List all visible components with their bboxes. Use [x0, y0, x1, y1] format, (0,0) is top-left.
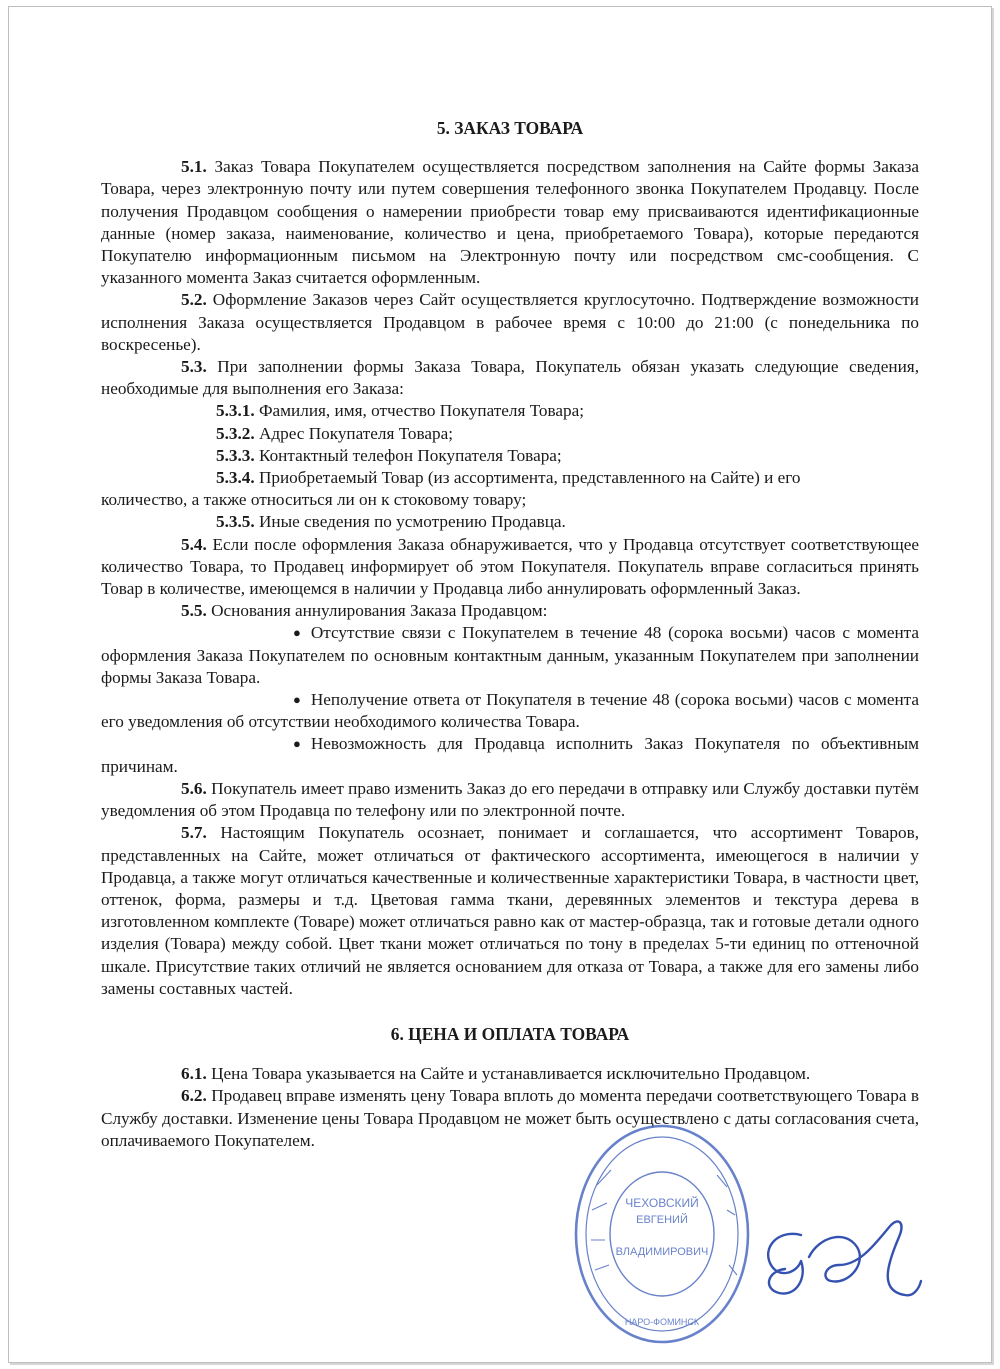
clause-5-7	[101, 822, 919, 1000]
clause-text: Основания аннулирования Заказа Продавцом:	[206, 601, 548, 621]
clause-5-2	[101, 289, 919, 356]
bullet-item	[101, 689, 919, 733]
stamp-name-line-1: ЧЕХОВСКИЙ	[625, 1196, 699, 1210]
clause-number: 5.7.	[181, 823, 207, 843]
clause-5-3-5	[101, 511, 919, 533]
bullet-text: Неполучение ответа от Покупателя в течение 48 (сорока восьми) часов с момента его уведомления об отсутствии необходимого количества Товара.	[101, 690, 919, 732]
document-body	[101, 117, 919, 1152]
clause-text: Иные сведения по усмотрению Продавца.	[254, 512, 566, 532]
section-5-heading: 5. ЗАКАЗ ТОВАРА	[436, 118, 584, 138]
clause-text: Продавец вправе изменять цену Товара вплоть до момента передачи соответствующего Товара в Службу доставки. Изменение цены Товара Продавцом не может быть осуществлено с даты согласования счета, оплачиваемого Покупателем.	[101, 1086, 919, 1150]
clause-5-6	[101, 778, 919, 822]
clause-number: 5.2.	[181, 290, 207, 310]
clause-text: Заказ Товара Покупателем осуществляется посредством заполнения на Сайте формы Заказа Товара, через электронную почту или путем совершения телефонного звонка Покупателем Продавцу. После получения Продавцом сообщения о намерении приобрести товар ему присваиваются идентификационные данные (номер заказа, наименование, количество и цена, приобретаемого Товара), которые передаются Покупателю информационным письмом на Электронную почту или посредством смс-сообщения. С указанного момента Заказ считается оформленным.	[101, 157, 919, 288]
stamp-city: НАРО-ФОМИНСК	[624, 1317, 700, 1327]
clause-number: 5.5.	[181, 601, 207, 621]
clause-text: Покупатель имеет право изменить Заказ до его передачи в отправку или Службу доставки путём уведомления об этом Продавца по телефону или по электронной почте.	[101, 778, 919, 821]
clause-text: Если после оформления Заказа обнаруживается, что у Продавца отсутствует соответствующее количество Товара, то Продавец информирует об этом Покупателя. Покупатель вправе согласиться принять Товар в количестве, имеющемся в наличии у Продавца либо аннулировать оформленный Заказ.	[101, 534, 919, 599]
clause-6-2	[101, 1085, 919, 1152]
clause-text: Контактный телефон Покупателя Товара;	[254, 445, 562, 465]
clause-5-3-4	[101, 467, 919, 489]
clause-text: Адрес Покупателя Товара;	[254, 423, 454, 443]
section-6-heading: 6. ЦЕНА И ОПЛАТА ТОВАРА	[390, 1023, 630, 1044]
clause-5-3-3	[101, 445, 919, 467]
clause-5-5	[101, 600, 919, 622]
clause-number: 5.3.1.	[216, 401, 255, 421]
clause-text: При заполнении формы Заказа Товара, Покупатель обязан указать следующие сведения, необходимые для выполнения его Заказа:	[101, 357, 919, 399]
clause-number: 5.6.	[181, 778, 207, 798]
clause-text: Приобретаемый Товар (из ассортимента, представленного на Сайте) и его	[254, 468, 801, 488]
clause-number: 6.2.	[181, 1086, 207, 1106]
clause-5-3-4-continuation: количество, а также относиться ли он к стоковому товару;	[101, 490, 527, 510]
bullet-text: Невозможность для Продавца исполнить Заказ Покупателя по объективным причинам.	[101, 734, 919, 776]
clause-5-3-1	[101, 400, 919, 422]
bullet-icon: ●	[293, 692, 301, 708]
clause-text: Оформление Заказов через Сайт осуществляется круглосуточно. Подтверждение возможности исполнения Заказа осуществляется Продавцом в рабочее время с 10:00 до 21:00 (с понедельника по воскресенье).	[101, 290, 919, 354]
clause-number: 5.1.	[181, 157, 207, 177]
clause-number: 5.4.	[181, 534, 207, 554]
clause-text: Настоящим Покупатель осознает, понимает и соглашается, что ассортимент Товаров, представленных на Сайте, может отличаться от фактического ассортимента, имеющегося в наличии у Продавца, а также могут отличаться качественные и количественные характеристики Товара, в частности цвет, оттенок, форма, размеры и т.д. Цветовая гамма ткани, деревянных элементов и текстура дерева в изготовленном комплекте (Товаре) может отличаться равно как от мастер-образца, так и готовые детали одного изделия (Товара) между собой. Цвет ткани может отличаться по тону в пределах 5-ти единиц по оттеночной шкале. Присутствие таких отличий не является основанием для отказа от Товара, а также для его замены либо замены составных частей.	[101, 823, 919, 998]
clause-number: 5.3.	[181, 357, 207, 377]
document-page	[8, 6, 992, 1363]
clause-6-1	[101, 1063, 919, 1085]
clause-number: 5.3.5.	[216, 512, 255, 532]
bullet-item	[101, 733, 919, 777]
handwritten-signature	[749, 1207, 929, 1317]
clause-number: 5.3.3.	[216, 445, 255, 465]
bullet-icon: ●	[293, 625, 301, 641]
clause-number: 5.3.4.	[216, 468, 255, 488]
clause-number: 6.1.	[181, 1064, 207, 1084]
clause-number: 5.3.2.	[216, 423, 255, 443]
stamp-name-line-2: ЕВГЕНИЙ	[636, 1214, 688, 1226]
bullet-icon: ●	[293, 736, 301, 752]
clause-text: Фамилия, имя, отчество Покупателя Товара;	[254, 401, 585, 421]
clause-5-3	[101, 356, 919, 400]
official-stamp	[567, 1115, 757, 1353]
bullet-item	[101, 622, 919, 689]
clause-5-3-2	[101, 423, 919, 445]
clause-5-4	[101, 534, 919, 601]
clause-text: Цена Товара указывается на Сайте и устанавливается исключительно Продавцом.	[206, 1064, 811, 1084]
stamp-name-line-3: ВЛАДИМИРОВИЧ	[615, 1246, 709, 1258]
bullet-text: Отсутствие связи с Покупателем в течение 48 (сорока восьми) часов с момента оформления Заказа Покупателем по основным контактным данным, указанным Покупателем при заполнении формы Заказа Товара.	[101, 623, 919, 687]
clause-5-1	[101, 156, 919, 289]
